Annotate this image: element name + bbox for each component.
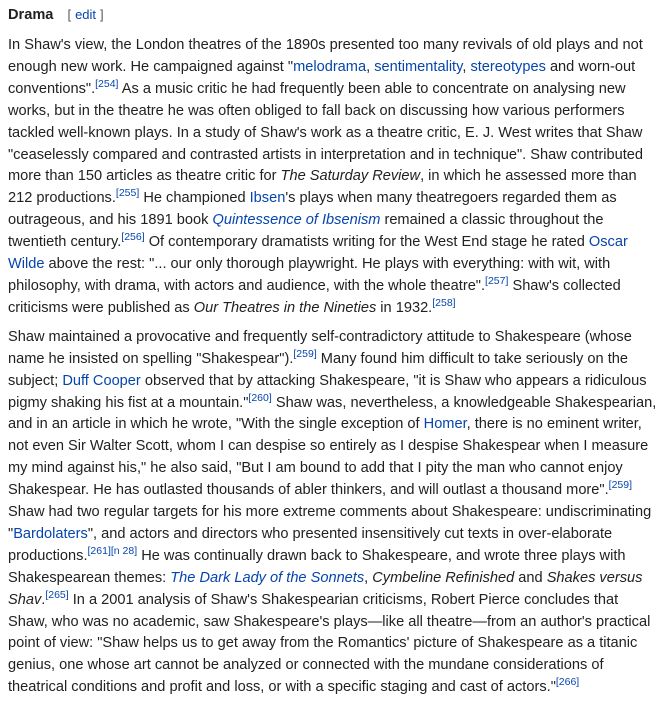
- text-run: He championed: [139, 190, 250, 207]
- edit-section-link[interactable]: edit: [75, 7, 97, 22]
- edit-bracket-close: ]: [100, 7, 104, 22]
- citation-link-256[interactable]: [256]: [121, 231, 145, 244]
- link-quintessence-of-ibsenism[interactable]: [212, 212, 380, 228]
- text-run: , there is no eminent writer, not even Sir Walter Scott, whom I can despise so entirely as I despise Shakespear when I measure my mind against his," he also said, "But I am bound to add that I pity the man who cannot enjoy Shakespear. He has outlasted thousands of abler thinkers, and will outlast a thousand more".: [8, 416, 649, 499]
- link-ibsen[interactable]: Ibsen: [249, 190, 286, 207]
- text-run: observed that by attacking Shakespeare, "it is Shaw who appears a ridiculous pigmy shaking his fist at a mountain.": [8, 372, 647, 411]
- citation-link-259-second[interactable]: [259]: [608, 479, 633, 492]
- citation-265: [45, 589, 68, 601]
- text-run: Shaw maintained a provocative and frequently self-contradictory attitude to Shakespeare (whose name he insisted on spelling "Shakespear").: [8, 328, 632, 367]
- text-run: remained a classic throughout the twentieth century.: [8, 212, 604, 251]
- text-run: ,: [364, 569, 373, 586]
- italic-cymbeline-refinished: Cymbeline Refinished: [372, 569, 515, 586]
- text-run: Of contemporary dramatists writing for the West End stage he rated: [144, 234, 589, 251]
- link-quintessence-text: Quintessence of Ibsenism: [212, 212, 381, 229]
- text-run: in 1932.: [376, 299, 433, 316]
- citation-259: [293, 348, 316, 360]
- citation-261: [88, 545, 111, 557]
- italic-saturday-review: The Saturday Review: [280, 168, 421, 185]
- text-run: and: [514, 569, 547, 586]
- link-bardolaters[interactable]: Bardolaters: [13, 525, 88, 542]
- citation-link-254[interactable]: [254]: [95, 77, 119, 90]
- text-run: As a music critic he had frequently been able to concentrate on analysing new works, but in the theatre he was often obliged to fall back on discussing how various performers tackled well-known plays. In a study of Shaw's work as a theatre critic, E. J. West writes that Shaw "ceaselessly compared and contrasted artists in interpretation and in technique". Shaw contributed more than 150 articles as theatre critic for: [8, 80, 644, 185]
- citation-266: [556, 676, 579, 688]
- citation-link-265[interactable]: [265]: [45, 588, 69, 601]
- text-run: He was continually drawn back to Shakespeare, and wrote three plays with Shakespearean themes:: [8, 547, 626, 586]
- text-run: Shaw was, nevertheless, a knowledgeable Shakespearian, and in an article in which he wrote, "With the single exception of: [8, 394, 657, 433]
- text-run: 's plays when many theatregoers regarded them as outrageous, and his 1891 book: [8, 190, 617, 229]
- text-run: Many found him difficult to take seriously on the subject;: [8, 350, 628, 389]
- link-dark-lady-of-the-sonnets[interactable]: [170, 570, 364, 586]
- citation-link-261[interactable]: [261]: [87, 544, 111, 557]
- text-run: and worn-out conventions".: [8, 58, 636, 97]
- citation-257: [485, 275, 508, 287]
- link-oscar-wilde[interactable]: Oscar Wilde: [8, 234, 628, 273]
- link-melodrama[interactable]: melodrama: [293, 58, 367, 75]
- link-sentimentality[interactable]: sentimentality: [374, 58, 463, 75]
- link-homer[interactable]: Homer: [423, 416, 467, 433]
- citation-255: [116, 187, 139, 199]
- note-n28: [111, 545, 137, 557]
- text-run: .: [41, 591, 46, 608]
- citation-link-258[interactable]: [258]: [432, 297, 456, 310]
- citation-link-257[interactable]: [257]: [485, 275, 509, 288]
- citation-259-second: [609, 479, 632, 491]
- citation-link-255[interactable]: [255]: [115, 187, 140, 200]
- text-run: above the rest: "... our only thorough playwright. He plays with everything: with wit, with philosophy, with drama, with actors and audience, with the whole theatre".: [8, 256, 611, 294]
- citation-link-266[interactable]: [266]: [555, 676, 580, 689]
- edit-section-link-wrapper: [67, 6, 103, 24]
- text-run: ", and actors and directors who presented insensitively cut texts in over-elaborate productions.: [8, 525, 613, 564]
- citation-link-259[interactable]: [259]: [293, 347, 317, 360]
- edit-bracket-open: [: [67, 7, 72, 22]
- text-run: In a 2001 analysis of Shaw's Shakespearian criticisms, Robert Pierce concludes that Shaw, who was no academic, saw Shakespeare's plays—like all theatre—from an author's practical point of view: "Shaw helps us to get away from the Romantics' picture of Shakespeare as a titanic genius, one whose art cannot be analyzed or connected with the mundane considerations of theatrical conditions and profit and loss, or with a specific staging and cast of actors.": [8, 591, 651, 696]
- text-run: In Shaw's view, the London theatres of the 1890s presented too many revivals of old plays and not enough new work. He campaigned against ": [8, 37, 643, 75]
- link-dark-lady-text: The Dark Lady of the Sonnets: [170, 569, 365, 586]
- section-title: Drama: [8, 7, 54, 23]
- link-stereotypes[interactable]: stereotypes: [470, 58, 546, 75]
- italic-our-theatres: Our Theatres in the Nineties: [193, 299, 377, 316]
- text-run: , in which he assessed more than 212 productions.: [8, 168, 637, 207]
- citation-link-260[interactable]: [260]: [248, 391, 272, 404]
- italic-shakes-versus-shav: Shakes versus Shav: [8, 569, 643, 608]
- citation-260: [248, 392, 271, 404]
- text-run: ,: [462, 58, 471, 75]
- paragraph-shakespeare: [8, 327, 658, 699]
- link-duff-cooper[interactable]: Duff Cooper: [62, 372, 141, 389]
- note-link-n28[interactable]: [n 28]: [110, 544, 138, 557]
- paragraph-theatre-criticism: [8, 35, 658, 320]
- text-run: Shaw had two regular targets for his more extreme comments about Shakespeare: undiscriminating ": [8, 504, 652, 542]
- citation-254: [95, 78, 118, 90]
- text-run: ,: [366, 58, 375, 75]
- section-heading: [8, 6, 658, 24]
- citation-258: [432, 297, 455, 309]
- text-run: Shaw's collected criticisms were published as: [8, 277, 621, 316]
- citation-256: [121, 231, 144, 243]
